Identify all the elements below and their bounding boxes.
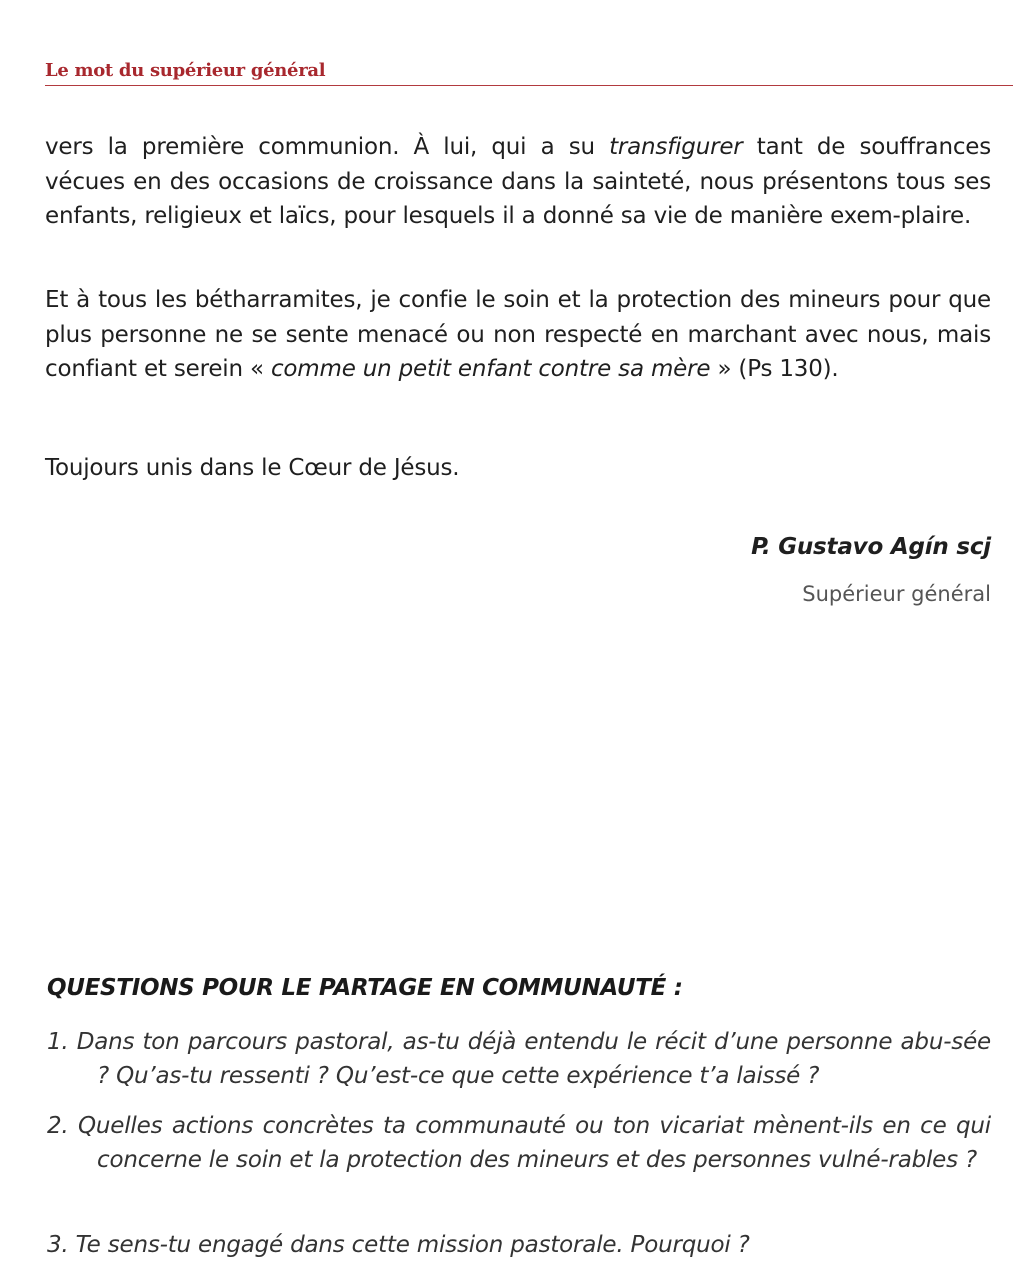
signature-name: P. Gustavo Agín scj xyxy=(751,534,991,560)
closing-line: Toujours unis dans le Cœur de Jésus. xyxy=(45,455,460,481)
paragraph-2-text-a: Et à tous les bétharramites, je confie le soin et la protection des mineurs pour que plus personne ne se sente menacé ou non respecté en marchant avec nous, mais confiant et serein « xyxy=(45,287,991,382)
paragraph-2-quote: comme un petit enfant contre sa mère xyxy=(270,356,711,382)
question-item-2: 2. Quelles actions concrètes ta communauté ou ton vicariat mènent-ils en ce qui concerne le soin et la protection des mineurs et des personnes vulné-rables ? xyxy=(47,1113,991,1173)
section-title: Le mot du supérieur général xyxy=(45,60,326,81)
paragraph-1 xyxy=(45,130,991,234)
paragraph-1-text-b: tant de souffrances vécues en des occasions de croissance dans la sainteté, nous présentons tous ses enfants, religieux et laïcs, pour lesquels il a donné sa vie de manière exem-plaire. xyxy=(45,134,991,229)
paragraph-2-text-b: » (Ps 130). xyxy=(710,356,839,382)
signature-title: Supérieur général xyxy=(802,582,991,606)
question-item-1: 1. Dans ton parcours pastoral, as-tu déjà entendu le récit d’une personne abu-sée ? Qu’as-tu ressenti ? Qu’est-ce que cette expérience t’a laissé ? xyxy=(47,1029,991,1089)
questions-heading: QUESTIONS POUR LE PARTAGE EN COMMUNAUTÉ : xyxy=(47,975,683,1001)
question-item-3: 3. Te sens-tu engagé dans cette mission pastorale. Pourquoi ? xyxy=(47,1232,750,1258)
page-header xyxy=(45,60,1013,86)
paragraph-2 xyxy=(45,283,991,387)
paragraph-1-emphasis: transfigurer xyxy=(609,134,743,160)
paragraph-1-text-a: vers la première communion. À lui, qui a su xyxy=(45,134,610,160)
